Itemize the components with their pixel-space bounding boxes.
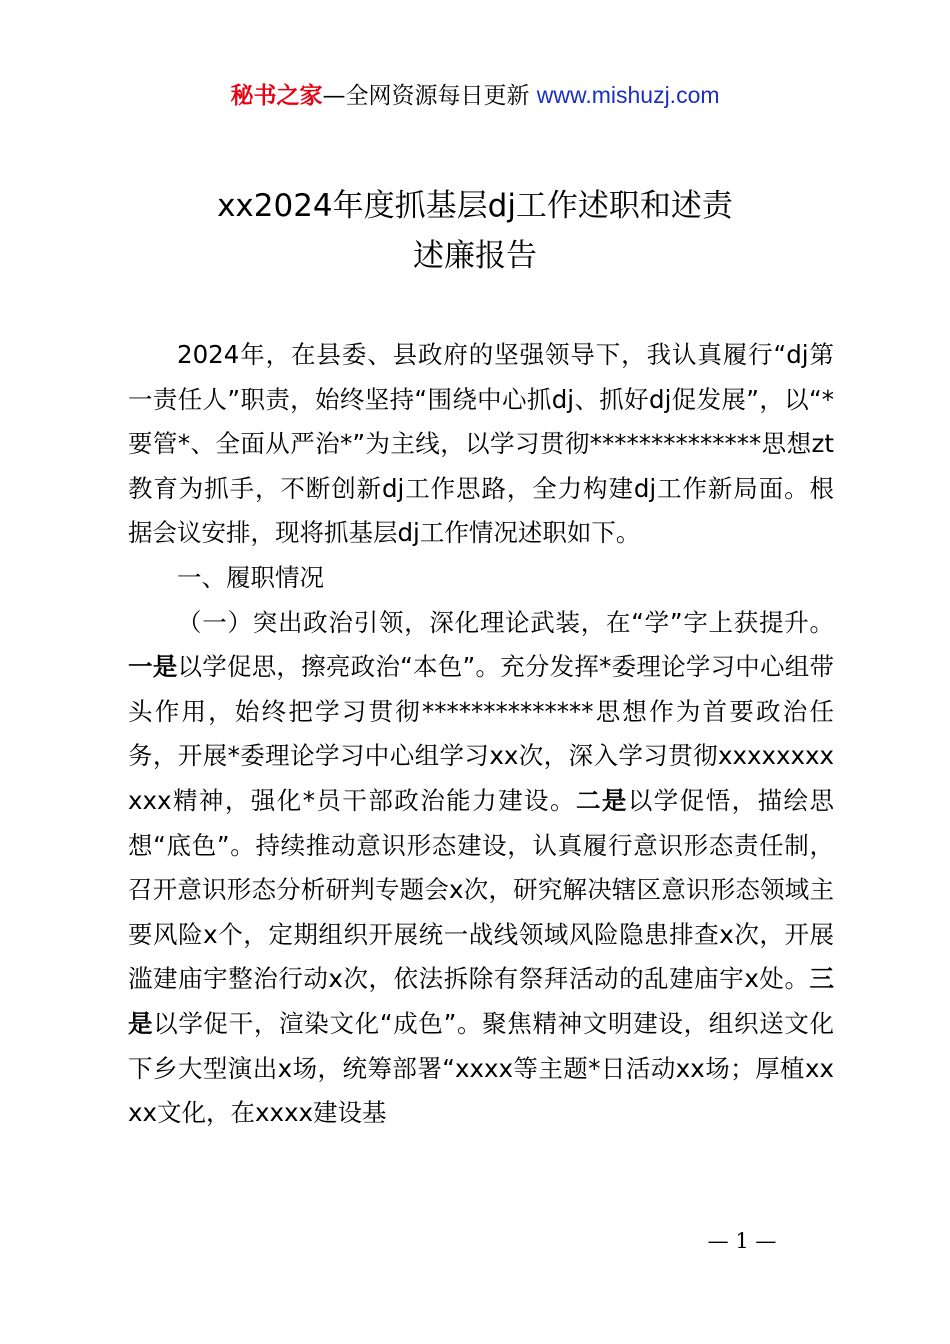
site-brand: 秘书之家 bbox=[230, 83, 323, 109]
point-3-text: 以学促干，渲染文化“成色”。聚焦精神文明建设，组织送文化下乡大型演出x场，统筹部署“xxxx等主题*日活动xx场；厚植xxxx文化，在xxxx建设基 bbox=[128, 1008, 834, 1128]
site-url-link[interactable]: www.mishuzj.com bbox=[536, 82, 720, 108]
point-3-label: 三是 bbox=[128, 964, 834, 1038]
subsection-paragraph bbox=[128, 601, 834, 1136]
subsection-heading: （一）突出政治引领，深化理论武装，在“学”字上获提升。 bbox=[177, 607, 834, 637]
title-line-1: xx2024年度抓基层dj工作述职和述责 bbox=[217, 188, 733, 224]
site-header bbox=[0, 78, 950, 113]
point-1-label: 一是 bbox=[128, 652, 178, 682]
intro-paragraph: 2024年，在县委、县政府的坚强领导下，我认真履行“dj第一责任人”职责，始终坚持“围绕中心抓dj、抓好dj促发展”，以“*要管*、全面从严治*”为主线，以学习贯彻**************思想zt教育为抓手，不断创新dj工作思路，全力构建dj工作新局面。根据会议安排，现将抓基层dj工作情况述职如下。 bbox=[128, 340, 834, 548]
section-heading: 一、履职情况 bbox=[177, 562, 324, 592]
document-title bbox=[0, 181, 950, 281]
page-number: — 1 — bbox=[707, 1229, 777, 1253]
point-2-text: 以学促悟，描绘思想“底色”。持续推动意识形态建设，认真履行意识形态责任制，召开意识形态分析研判专题会x次，研究解决辖区意识形态领域主要风险x个，定期组织开展统一战线领域风险隐患排查x次，开展滥建庙宇整治行动x次，依法拆除有祭拜活动的乱建庙宇x处。 bbox=[128, 785, 835, 994]
site-tagline: —全网资源每日更新 bbox=[322, 83, 530, 109]
document-body bbox=[128, 333, 834, 1136]
point-1-text: 以学促思，擦亮政治“本色”。充分发挥*委理论学习中心组带头作用，始终把学习贯彻**************思想作为首要政治任务，开展*委理论学习中心组学习xx次，深入学习贯彻xxxxxxxxxxx精神，强化*员干部政治能力建设。 bbox=[128, 652, 835, 815]
title-line-2: 述廉报告 bbox=[413, 238, 537, 274]
point-2-label: 二是 bbox=[575, 785, 628, 815]
